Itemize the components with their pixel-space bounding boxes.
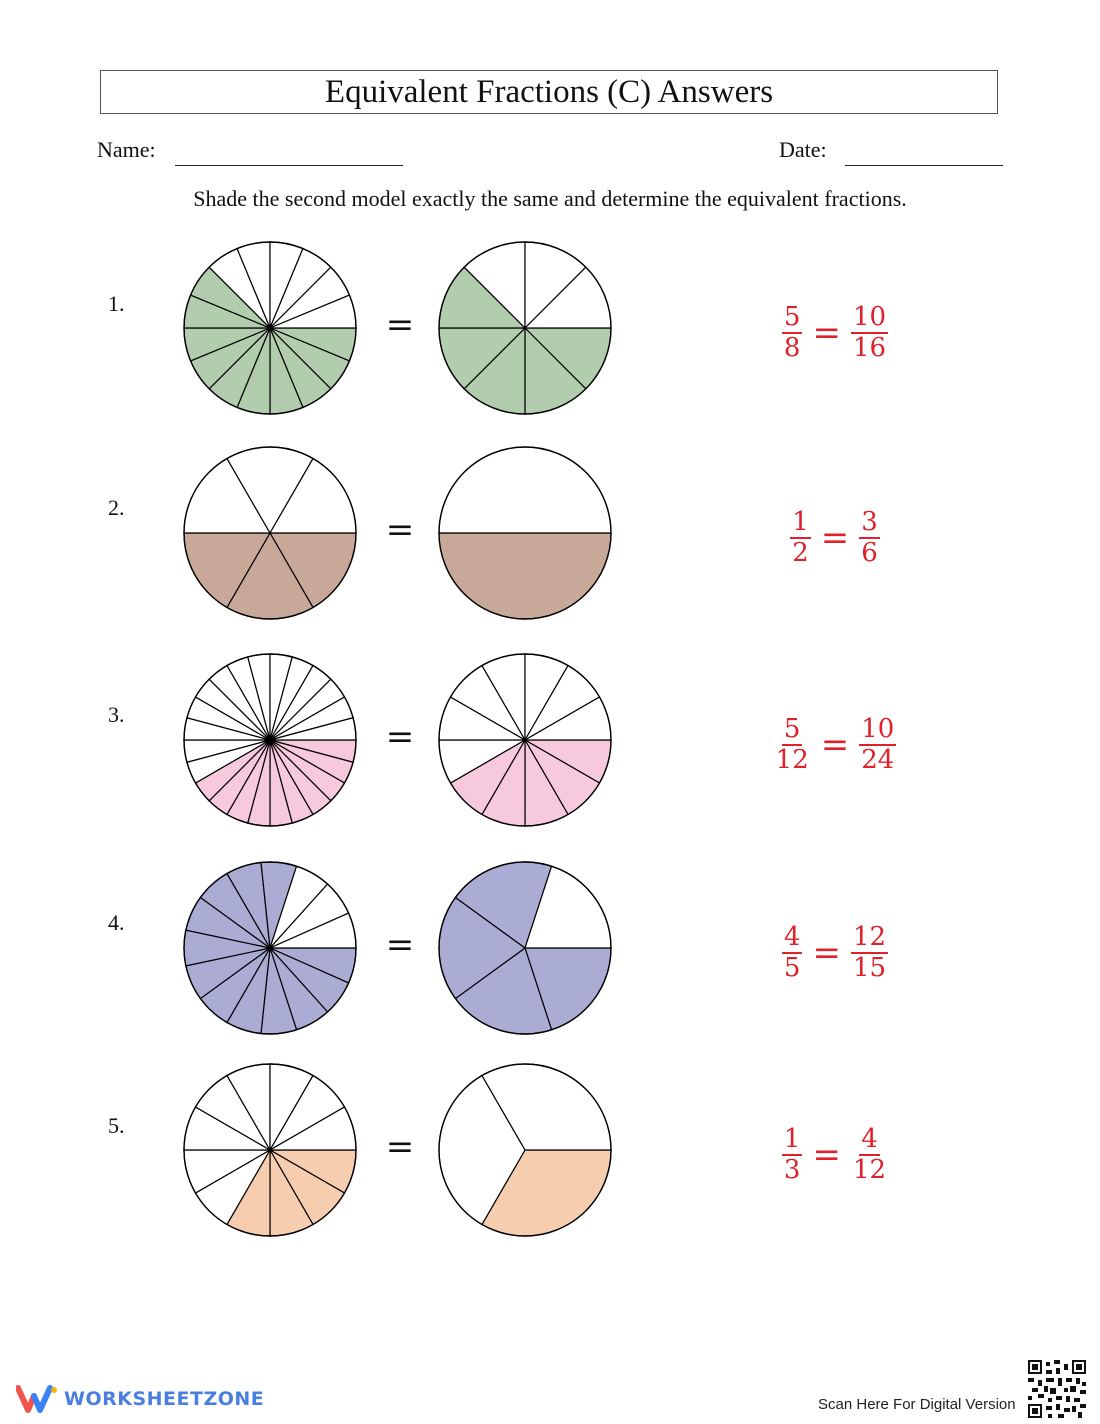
- denominator: 6: [861, 538, 878, 568]
- denominator: 24: [861, 745, 895, 775]
- fraction-first: [782, 1123, 803, 1185]
- pie-model-right: [437, 1062, 613, 1238]
- answer-equals: =: [812, 1135, 841, 1175]
- answer-equals: =: [820, 725, 850, 765]
- pie-model-left: [182, 652, 358, 828]
- equals-sign: =: [385, 510, 415, 550]
- denominator: 12: [852, 1155, 887, 1185]
- numerator: 5: [782, 304, 803, 334]
- scan-text: Scan Here For Digital Version: [818, 1396, 1016, 1413]
- numerator: 1: [782, 1126, 803, 1156]
- answer-equation: [720, 503, 950, 573]
- date-label: Date:: [779, 137, 827, 162]
- denominator: 3: [783, 1155, 801, 1185]
- pie-model-right: [437, 240, 613, 416]
- equals-sign: =: [385, 925, 415, 965]
- numerator: 10: [859, 716, 896, 746]
- worksheetzone-logo-icon: [16, 1384, 58, 1414]
- numerator: 3: [859, 509, 880, 539]
- pie-model-right: [437, 860, 613, 1036]
- numerator: 10: [851, 304, 888, 334]
- equals-sign: =: [385, 1127, 415, 1167]
- answer-equals: =: [812, 933, 841, 973]
- answer-equals: =: [820, 518, 850, 558]
- fraction-second: [859, 506, 880, 568]
- numerator: 1: [790, 509, 811, 539]
- problem-number: 2.: [108, 495, 125, 520]
- denominator: 2: [792, 538, 809, 568]
- pie-slice-shaded: [439, 533, 611, 619]
- problem-number: 4.: [108, 910, 125, 935]
- answer-equation: [720, 298, 950, 368]
- numerator: 5: [782, 716, 803, 746]
- answer-equation: [720, 710, 950, 780]
- equals-sign: =: [385, 717, 415, 757]
- pie-model-left: [182, 860, 358, 1036]
- qr-code-icon[interactable]: [1028, 1360, 1086, 1418]
- fraction-second: [851, 921, 888, 983]
- answer-equation: [720, 1120, 950, 1190]
- pie-slice: [439, 447, 611, 533]
- brand-name: WORKSHEETZONE: [64, 1388, 265, 1410]
- footer-logo[interactable]: [16, 1384, 264, 1414]
- pie-model-left: [182, 1062, 358, 1238]
- equals-sign: =: [385, 305, 415, 345]
- fraction-first: [782, 921, 803, 983]
- pie-model-right: [437, 652, 613, 828]
- problem-number: 1.: [108, 291, 125, 316]
- fraction-second: [859, 713, 896, 775]
- name-label: Name:: [97, 137, 156, 162]
- problem-number: 3.: [108, 702, 125, 727]
- answer-equals: =: [812, 313, 841, 353]
- instructions: Shade the second model exactly the same and determine the equivalent fractions.: [193, 186, 907, 211]
- denominator: 8: [783, 333, 801, 363]
- answer-equation: [720, 918, 950, 988]
- date-line[interactable]: [845, 165, 1003, 166]
- numerator: 4: [859, 1126, 880, 1156]
- fraction-second: [851, 301, 888, 363]
- denominator: 12: [775, 745, 809, 775]
- fraction-first: [782, 301, 803, 363]
- name-line[interactable]: [175, 165, 403, 166]
- pie-model-left: [182, 445, 358, 621]
- denominator: 5: [783, 953, 801, 983]
- numerator: 12: [851, 924, 888, 954]
- problem-number: 5.: [108, 1113, 125, 1138]
- fraction-first: [774, 713, 811, 775]
- fraction-first: [790, 506, 811, 568]
- fraction-second: [851, 1123, 888, 1185]
- page-title: Equivalent Fractions (C) Answers: [100, 70, 998, 114]
- pie-model-left: [182, 240, 358, 416]
- denominator: 16: [852, 333, 887, 363]
- denominator: 15: [852, 953, 887, 983]
- pie-model-right: [437, 445, 613, 621]
- numerator: 4: [782, 924, 803, 954]
